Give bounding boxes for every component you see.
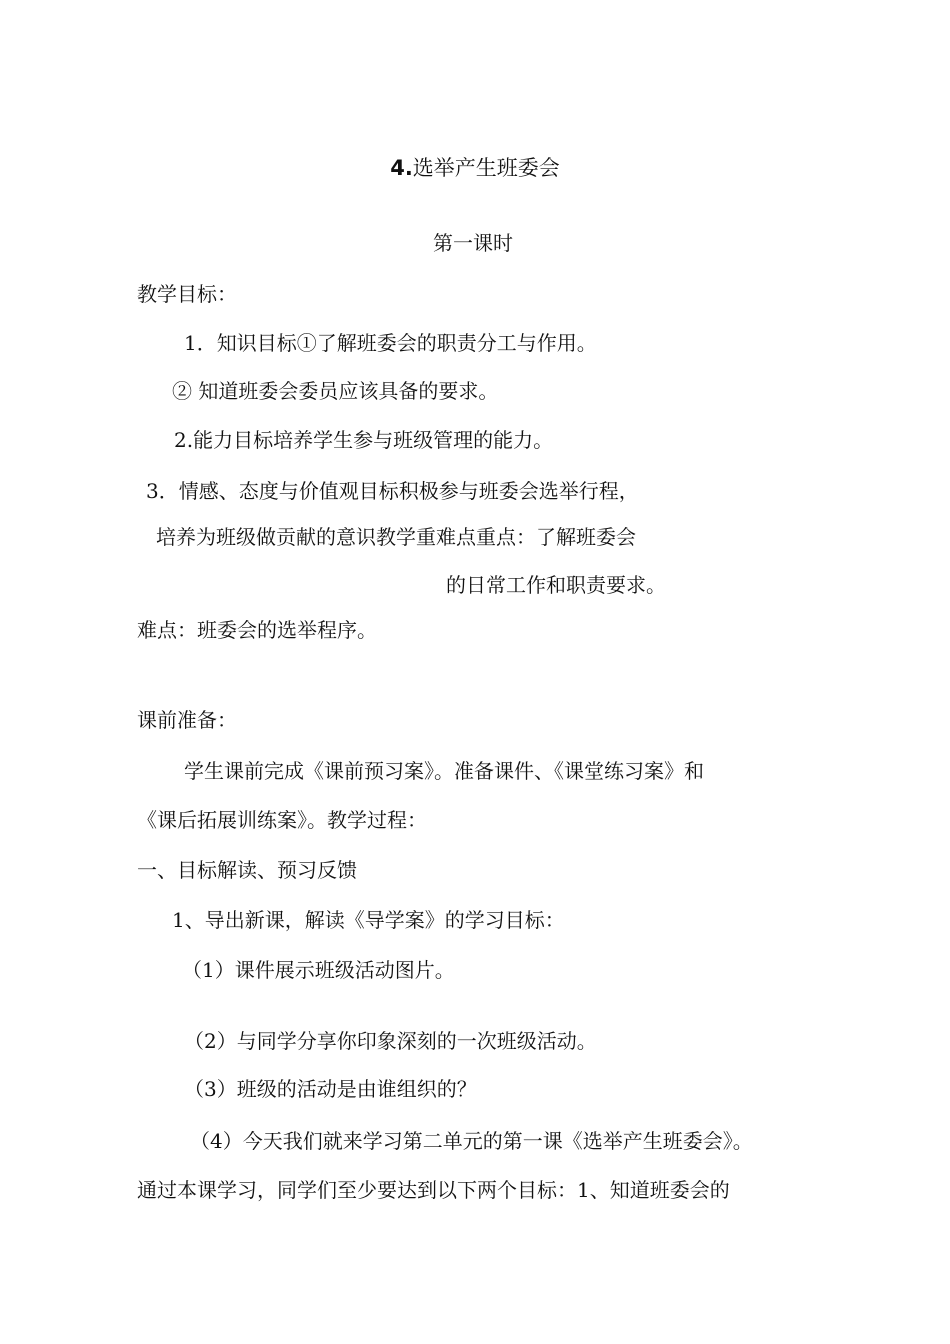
preparation-heading: 课前准备： [137, 708, 237, 732]
goal-ability: 2.能力目标培养学生参与班级管理的能力。 [174, 428, 554, 452]
key-point-cont: 的日常工作和职责要求。 [446, 573, 666, 597]
step-1-item-4-cont: 通过本课学习，同学们至少要达到以下两个目标：1、知道班委会的 [137, 1178, 730, 1202]
title-number: 4. [390, 156, 413, 180]
document-title [0, 158, 950, 179]
preparation-text-cont: 《课后拓展训练案》。教学过程： [137, 808, 427, 832]
preparation-text: 学生课前完成《课前预习案》。准备课件、《课堂练习案》和 [184, 759, 704, 783]
lesson-period: 第一课时 [433, 231, 513, 255]
step-1-item-2: （2）与同学分享你印象深刻的一次班级活动。 [184, 1029, 597, 1053]
step-1-item-1: （1）课件展示班级活动图片。 [182, 958, 455, 982]
step-1-item-4: （4）今天我们就来学习第二单元的第一课《选举产生班委会》。 [190, 1129, 753, 1153]
teaching-goals-heading: 教学目标： [137, 282, 237, 306]
section-heading-1: 一、目标解读、预习反馈 [137, 858, 357, 882]
goal-knowledge-2: ② 知道班委会委员应该具备的要求。 [172, 379, 499, 403]
goal-emotion-cont: 培养为班级做贡献的意识教学重难点重点：了解班委会 [156, 525, 636, 549]
step-1-item-3: （3）班级的活动是由谁组织的？ [184, 1077, 477, 1101]
title-text: 选举产生班委会 [412, 156, 560, 180]
goal-knowledge-1: 1．知识目标①了解班委会的职责分工与作用。 [184, 331, 597, 355]
goal-emotion: 3．情感、态度与价值观目标积极参与班委会选举行程， [146, 479, 639, 503]
step-1: 1、导出新课，解读《导学案》的学习目标： [172, 908, 565, 932]
difficulty: 难点：班委会的选举程序。 [137, 618, 377, 642]
